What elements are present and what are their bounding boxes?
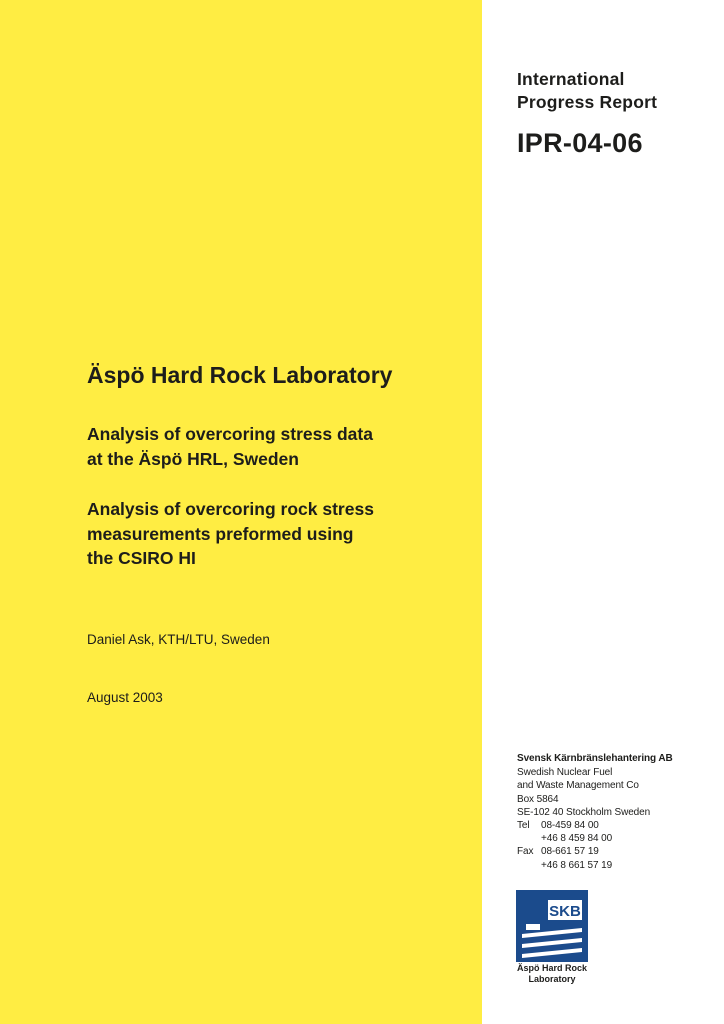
- publisher-fax-1: [517, 845, 673, 858]
- publisher-name: Svensk Kärnbränslehantering AB: [517, 753, 673, 764]
- logo-caption-line-2: Laboratory: [528, 973, 576, 984]
- logo-mark: [526, 924, 540, 930]
- subtitle-1-line-2: at the Äspö HRL, Sweden: [87, 448, 299, 469]
- subtitle-1: [87, 422, 467, 471]
- tel-number-2: +46 8 459 84 00: [541, 833, 613, 845]
- publisher-tel-1: [517, 819, 673, 832]
- fax-number-1: 08-661 57 19: [541, 846, 599, 858]
- page-title: Äspö Hard Rock Laboratory: [87, 362, 393, 388]
- subtitle-2-line-2: measurements preformed using: [87, 523, 354, 544]
- logo-caption: [510, 963, 594, 984]
- fax-number-2: +46 8 661 57 19: [541, 859, 613, 871]
- author: Daniel Ask, KTH/LTU, Sweden: [87, 632, 270, 647]
- publisher-tel-2: [517, 832, 673, 845]
- publisher-address: [517, 752, 673, 872]
- logo-caption-line-1: Äspö Hard Rock: [516, 963, 587, 973]
- report-series: [517, 68, 657, 114]
- series-line-2: Progress Report: [517, 92, 658, 112]
- subtitle-1-line-1: Analysis of overcoring stress data: [87, 424, 373, 444]
- skb-logo-icon: [516, 890, 588, 962]
- tel-number-1: 08-459 84 00: [541, 820, 599, 832]
- publication-date: August 2003: [87, 690, 163, 705]
- tel-label: Tel: [517, 820, 530, 832]
- subtitle-2-line-3: the CSIRO HI: [87, 548, 196, 568]
- report-number: IPR-04-06: [517, 128, 643, 158]
- subtitle-2: [87, 497, 467, 571]
- publisher-fax-2: [517, 859, 673, 872]
- logo-text: SKB: [549, 903, 581, 920]
- subtitle-2-line-1: Analysis of overcoring rock stress: [87, 499, 374, 519]
- publisher-line-1: Swedish Nuclear Fuel: [517, 767, 613, 779]
- publisher-line-2: and Waste Management Co: [517, 780, 639, 792]
- series-line-1: International: [517, 69, 625, 89]
- fax-label: Fax: [517, 846, 534, 858]
- publisher-city: SE-102 40 Stockholm Sweden: [517, 806, 651, 818]
- publisher-box: Box 5864: [517, 793, 559, 805]
